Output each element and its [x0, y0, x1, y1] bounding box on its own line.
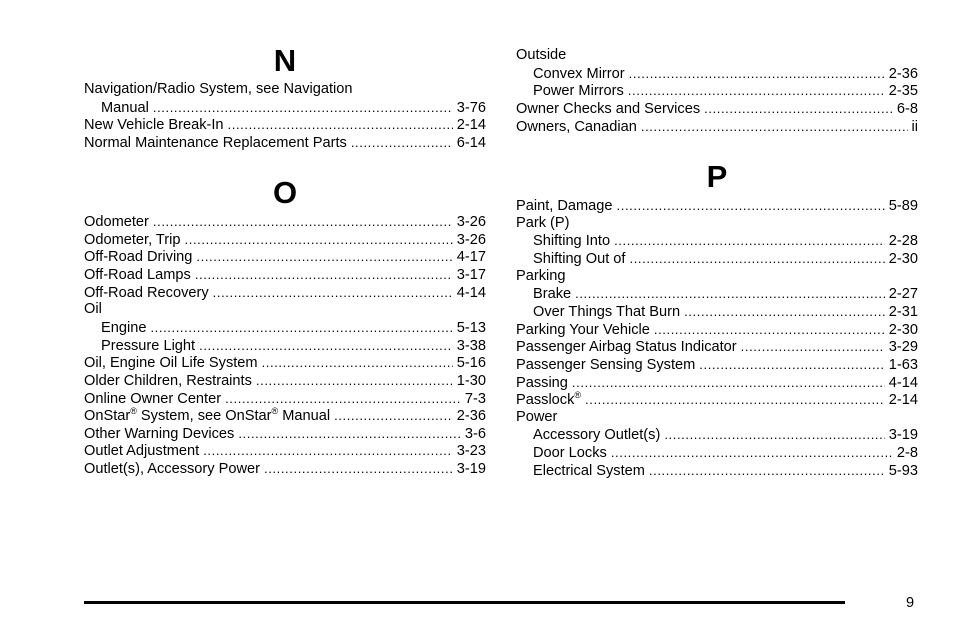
entry-text-part: Outside — [516, 47, 567, 63]
entry-text — [516, 339, 737, 356]
index-entry — [84, 213, 486, 230]
entry-text — [533, 66, 625, 83]
page-reference: 3-17 — [456, 266, 486, 283]
index-entry — [84, 266, 486, 283]
dot-leader — [196, 248, 452, 265]
index-subentry — [533, 303, 918, 320]
page-reference: 2-36 — [888, 65, 918, 82]
dot-leader — [704, 100, 893, 117]
entry-text-part: Accessory Outlet(s) — [533, 427, 661, 444]
dot-leader — [617, 197, 885, 214]
entry-text-part: Power Mirrors — [533, 83, 624, 100]
entry-text-part: Park (P) — [516, 214, 570, 231]
entry-text-part: Paint, Damage — [516, 198, 613, 214]
registered-mark: ® — [130, 406, 137, 417]
index-entry — [516, 391, 918, 408]
page-reference: 1-30 — [456, 372, 486, 389]
entry-text — [84, 249, 192, 266]
entry-text-part: Owner Checks and Services — [516, 100, 701, 117]
page-reference: 3-29 — [888, 339, 918, 356]
index-entry — [84, 231, 486, 248]
index-entry — [84, 390, 486, 407]
dot-leader — [585, 391, 885, 408]
index-entry — [516, 338, 918, 355]
entry-text — [516, 357, 695, 374]
index-entry — [516, 118, 918, 135]
entry-text — [516, 409, 557, 426]
entry-text-part: Manual — [101, 99, 149, 116]
index-entry — [516, 374, 918, 391]
dot-leader — [614, 232, 885, 249]
entry-text — [84, 408, 330, 425]
dot-leader — [654, 321, 885, 338]
entry-text — [84, 443, 199, 460]
entry-text-part: Over Things That Burn — [533, 303, 681, 320]
entry-text-part: Older Children, Restraints — [84, 372, 252, 389]
entry-text — [516, 215, 570, 232]
index-subentry — [101, 99, 486, 116]
page-reference: ii — [911, 118, 918, 135]
registered-mark: ® — [271, 406, 279, 417]
entry-text-part: Off-Road Driving — [84, 249, 193, 266]
entry-text — [516, 198, 613, 215]
entry-text-part: Engine — [101, 319, 147, 336]
page-reference: 2-36 — [456, 408, 486, 425]
page-reference: 4-17 — [456, 249, 486, 266]
dot-leader — [228, 116, 453, 133]
index-entry — [84, 134, 486, 151]
dot-leader — [575, 285, 885, 302]
index-subentry — [533, 65, 918, 82]
entry-text-part: Owners, Canadian — [516, 118, 637, 135]
entry-text — [533, 427, 660, 444]
entry-text-part: Parking — [516, 267, 566, 284]
dot-leader — [351, 134, 453, 151]
index-entry — [84, 442, 486, 459]
entry-text — [533, 445, 607, 462]
entry-text-part: Off-Road Lamps — [84, 266, 191, 283]
entry-text — [101, 100, 149, 117]
dot-leader — [150, 319, 452, 336]
dot-leader — [199, 337, 453, 354]
entry-text — [84, 426, 234, 443]
dot-leader — [225, 390, 461, 407]
page-reference: 6-8 — [896, 100, 918, 117]
page-reference: 2-31 — [888, 303, 918, 320]
entry-text-part: Normal Maintenance Replacement Parts — [84, 134, 347, 151]
registered-mark: ® — [574, 390, 582, 401]
page-reference: 2-14 — [888, 392, 918, 409]
entry-text — [533, 286, 571, 303]
entry-text — [84, 461, 260, 478]
dot-leader — [153, 213, 453, 230]
entry-text — [101, 338, 195, 355]
dot-leader — [238, 425, 461, 442]
index-entry — [84, 425, 486, 442]
entry-text — [84, 117, 224, 134]
page-reference: 3-19 — [888, 427, 918, 444]
entry-text-part: Outlet(s), Accessory Power — [84, 461, 260, 478]
section-letter-n: N — [273, 43, 297, 78]
page-reference: 5-13 — [456, 319, 486, 336]
page-reference: 4-14 — [456, 284, 486, 301]
dot-leader — [629, 65, 885, 82]
page-reference: 3-26 — [456, 231, 486, 248]
entry-text-part: System, see OnStar — [136, 408, 272, 425]
entry-text — [84, 135, 347, 152]
index-entry — [516, 356, 918, 373]
dot-leader — [664, 426, 884, 443]
dot-leader — [611, 444, 893, 461]
page-reference: 2-8 — [896, 445, 918, 462]
entry-text-part: Off-Road Recovery — [84, 284, 209, 301]
index-entry — [84, 372, 486, 389]
index-entry — [516, 197, 918, 214]
entry-text — [516, 375, 568, 392]
index-subentry — [533, 444, 918, 461]
dot-leader — [195, 266, 453, 283]
entry-text-part: Shifting Into — [533, 233, 611, 250]
entry-text — [84, 81, 353, 98]
index-entry — [84, 354, 486, 371]
entry-text-part: Passenger Airbag Status Indicator — [516, 339, 737, 356]
dot-leader — [264, 460, 453, 477]
entry-text — [516, 322, 650, 339]
dot-leader — [153, 99, 453, 116]
page-reference: 5-89 — [888, 198, 918, 214]
page-reference: 3-76 — [456, 99, 486, 116]
section-letter-o: O — [272, 175, 298, 210]
entry-text-part: Brake — [533, 286, 572, 303]
entry-text-part: Navigation/Radio System, see Navigation — [84, 81, 353, 97]
page-reference: 1-63 — [888, 356, 918, 373]
entry-text — [533, 304, 680, 321]
dot-leader — [741, 338, 885, 355]
section-letter-p: P — [706, 159, 728, 194]
page-reference: 2-14 — [456, 117, 486, 134]
dot-leader — [684, 303, 885, 320]
dot-leader — [213, 284, 453, 301]
page-reference: 6-14 — [456, 134, 486, 151]
dot-leader — [629, 250, 884, 267]
entry-text — [101, 320, 146, 337]
entry-text — [533, 251, 625, 268]
dot-leader — [334, 407, 453, 424]
index-subentry — [533, 82, 918, 99]
index-entry — [516, 321, 918, 338]
dot-leader — [649, 462, 885, 479]
page-reference: 7-3 — [464, 390, 486, 407]
entry-text — [84, 267, 191, 284]
entry-text-part: Oil, Engine Oil Life System — [84, 355, 258, 372]
entry-text-part: Passing — [516, 374, 568, 391]
entry-text — [533, 463, 645, 480]
entry-text — [516, 47, 566, 64]
entry-text — [84, 214, 149, 231]
page-reference: 3-38 — [456, 337, 486, 354]
dot-leader — [262, 354, 453, 371]
page-reference: 2-30 — [888, 321, 918, 338]
index-subentry — [533, 232, 918, 249]
dot-leader — [628, 82, 885, 99]
page-reference: 3-23 — [456, 443, 486, 460]
entry-text-part: Odometer — [84, 214, 149, 230]
entry-text-part: Power — [516, 408, 558, 425]
entry-text-part: New Vehicle Break-In — [84, 117, 224, 134]
page-reference: 3-6 — [464, 425, 486, 442]
index-subentry — [101, 319, 486, 336]
entry-text-part: Online Owner Center — [84, 390, 222, 407]
entry-text-part: Shifting Out of — [533, 250, 626, 267]
index-entry — [84, 81, 486, 98]
index-entry — [84, 407, 486, 424]
entry-text — [533, 233, 610, 250]
page-reference: 2-30 — [888, 250, 918, 267]
entry-text-part: OnStar — [84, 408, 131, 425]
index-entry — [516, 100, 918, 117]
entry-text-part: Pressure Light — [101, 337, 196, 354]
page-number: 9 — [906, 595, 915, 611]
entry-text-part: Manual — [278, 408, 331, 425]
entry-text — [516, 392, 581, 409]
entry-text-part: Electrical System — [533, 462, 645, 479]
entry-text — [516, 268, 565, 285]
dot-leader — [572, 374, 885, 391]
entry-text-part: Passlock — [516, 392, 575, 409]
index-entry — [84, 301, 486, 318]
entry-text-part: Convex Mirror — [533, 65, 625, 82]
index-entry — [516, 47, 918, 64]
dot-leader — [203, 442, 453, 459]
entry-text — [84, 285, 209, 302]
footer-rule — [84, 601, 845, 604]
entry-text — [84, 391, 221, 408]
page-reference: 4-14 — [888, 374, 918, 391]
index-entry — [516, 215, 918, 232]
entry-text — [84, 232, 181, 249]
index-entry — [516, 409, 918, 426]
index-entry — [84, 116, 486, 133]
index-subentry — [533, 285, 918, 302]
entry-text-part: Odometer, Trip — [84, 231, 181, 248]
index-entry — [84, 248, 486, 265]
index-subentry — [533, 462, 918, 479]
page-reference: 5-16 — [456, 355, 486, 372]
index-subentry — [533, 426, 918, 443]
dot-leader — [256, 372, 453, 389]
entry-text-part: Passenger Sensing System — [516, 356, 696, 373]
index-entry — [84, 460, 486, 477]
page-reference: 2-28 — [888, 233, 918, 250]
page-reference: 2-35 — [888, 83, 918, 100]
index-subentry — [533, 250, 918, 267]
index-subentry — [101, 337, 486, 354]
entry-text — [84, 301, 102, 318]
index-entry — [84, 284, 486, 301]
entry-text — [84, 373, 252, 390]
entry-text — [516, 119, 637, 136]
entry-text — [533, 83, 624, 100]
dot-leader — [641, 118, 908, 135]
index-entry — [516, 268, 918, 285]
entry-text-part: Other Warning Devices — [84, 425, 235, 442]
entry-text-part: Outlet Adjustment — [84, 443, 200, 460]
entry-text — [516, 101, 700, 118]
entry-text-part: Door Locks — [533, 445, 607, 462]
page-reference: 3-26 — [456, 214, 486, 230]
entry-text-part: Oil — [84, 301, 102, 318]
page-reference: 2-27 — [888, 286, 918, 303]
entry-text — [84, 355, 258, 372]
page-reference: 3-19 — [456, 461, 486, 478]
entry-text-part: Parking Your Vehicle — [516, 321, 650, 338]
page-reference: 5-93 — [888, 462, 918, 479]
dot-leader — [699, 356, 885, 373]
dot-leader — [185, 231, 453, 248]
